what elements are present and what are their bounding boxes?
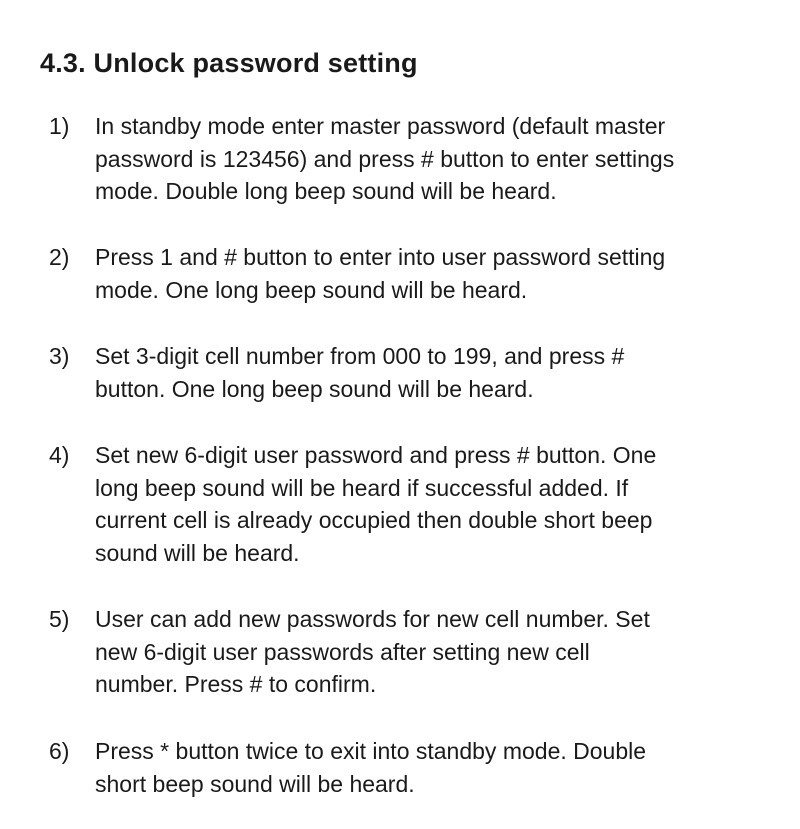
step-text-line: mode. One long beep sound will be heard. bbox=[95, 276, 528, 303]
step-text-line: mode. Double long beep sound will be heard. bbox=[95, 178, 557, 204]
step-text bbox=[95, 110, 755, 208]
step-text-line: short beep sound will be heard. bbox=[95, 770, 415, 797]
step-number: 4) bbox=[49, 442, 70, 468]
step-text-line: current cell is already occupied then double short beep bbox=[95, 507, 653, 533]
step-text-line: Press * button twice to exit into standby mode. Double bbox=[95, 738, 647, 764]
step-text bbox=[95, 439, 755, 569]
step-text-line: button. One long beep sound will be heard. bbox=[95, 375, 534, 402]
step-text bbox=[95, 340, 755, 405]
step-text bbox=[95, 241, 755, 306]
section-heading: 4.3. Unlock password setting bbox=[40, 48, 418, 78]
step-text-line: long beep sound will be heard if successful added. If bbox=[95, 474, 629, 501]
step-text-line: sound will be heard. bbox=[95, 539, 300, 566]
step-text-line: In standby mode enter master password (default master bbox=[95, 113, 666, 139]
step-text-line: password is 123456) and press # button to enter settings bbox=[95, 145, 675, 172]
step-text-line: Set 3-digit cell number from 000 to 199, and press # bbox=[95, 343, 625, 369]
step-number: 6) bbox=[49, 738, 70, 764]
step-text bbox=[95, 735, 755, 800]
step-number: 2) bbox=[49, 244, 70, 270]
step-text-line: User can add new passwords for new cell number. Set bbox=[95, 606, 650, 632]
step-text-line: new 6-digit user passwords after setting new cell bbox=[95, 638, 590, 665]
step-text-line: Press 1 and # button to enter into user password setting bbox=[95, 244, 666, 270]
step-text-line: Set new 6-digit user password and press # button. One bbox=[95, 442, 657, 468]
step-number: 1) bbox=[49, 113, 70, 139]
step-number: 5) bbox=[49, 606, 70, 632]
step-text bbox=[95, 603, 755, 701]
step-text-line: number. Press # to confirm. bbox=[95, 671, 377, 697]
step-number: 3) bbox=[49, 343, 70, 369]
